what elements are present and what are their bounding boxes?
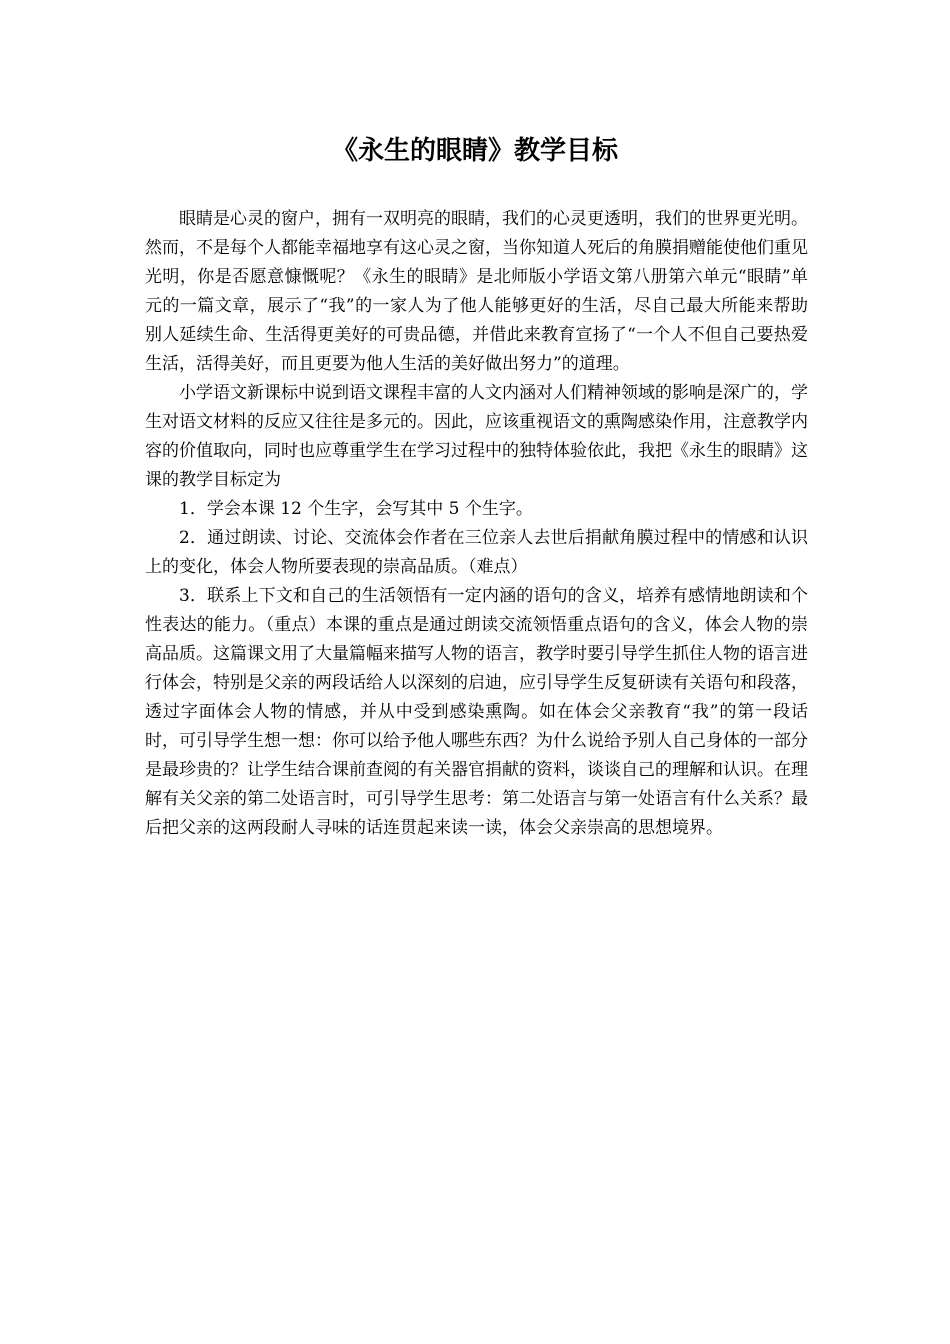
document-body — [145, 205, 808, 843]
document-title: 《永生的眼睛》教学目标 — [331, 136, 618, 166]
paragraph-curriculum: 小学语文新课标中说到语文课程丰富的人文内涵对人们精神领域的影响是深广的，学生对语文材料的反应又往往是多元的。因此，应该重视语文的熏陶感染作用，注意教学内容的价值取向，同时也应尊重学生在学习过程中的独特体验依此，我把《永生的眼睛》这课的教学目标定为 — [145, 383, 808, 490]
objective-2: 2．通过朗读、讨论、交流体会作者在三位亲人去世后捐献角膜过程中的情感和认识上的变化，体会人物所要表现的崇高品质。（难点） — [145, 528, 808, 577]
objective-1: 1．学会本课 12 个生字，会写其中 5 个生字。 — [179, 499, 533, 519]
paragraph-intro: 眼睛是心灵的窗户，拥有一双明亮的眼睛，我们的心灵更透明，我们的世界更光明。然而，不是每个人都能幸福地享有这心灵之窗，当你知道人死后的角膜捐赠能使他们重见光明，你是否愿意慷慨呢？《永生的眼睛》是北师版小学语文第八册第六单元“眼睛”单元的一篇文章，展示了“我”的一家人为了他人能够更好的生活，尽自己最大所能来帮助别人延续生命、生活得更美好的可贵品德，并借此来教育宣扬了“一个人不但自己要热爱生活，活得美好，而且更要为他人生活的美好做出努力”的道理。 — [145, 209, 808, 374]
objective-3: 3．联系上下文和自己的生活领悟有一定内涵的语句的含义，培养有感情地朗读和个性表达的能力。（重点）本课的重点是通过朗读交流领悟重点语句的含义，体会人物的崇高品质。这篇课文用了大量篇幅来描写人物的语言，教学时要引导学生抓住人物的语言进行体会，特别是父亲的两段话给人以深刻的启迪，应引导学生反复研读有关语句和段落，透过字面体会人物的情感，并从中受到感染熏陶。如在体会父亲教育“我”的第一段话时，可引导学生想一想：你可以给予他人哪些东西？为什么说给予别人自己身体的一部分是最珍贵的？让学生结合课前查阅的有关器官捐献的资料，谈谈自己的理解和认识。在理解有关父亲的第二处语言时，可引导学生思考：第二处语言与第一处语言有什么关系？最后把父亲的这两段耐人寻味的话连贯起来读一读，体会父亲崇高的思想境界。 — [145, 586, 808, 838]
